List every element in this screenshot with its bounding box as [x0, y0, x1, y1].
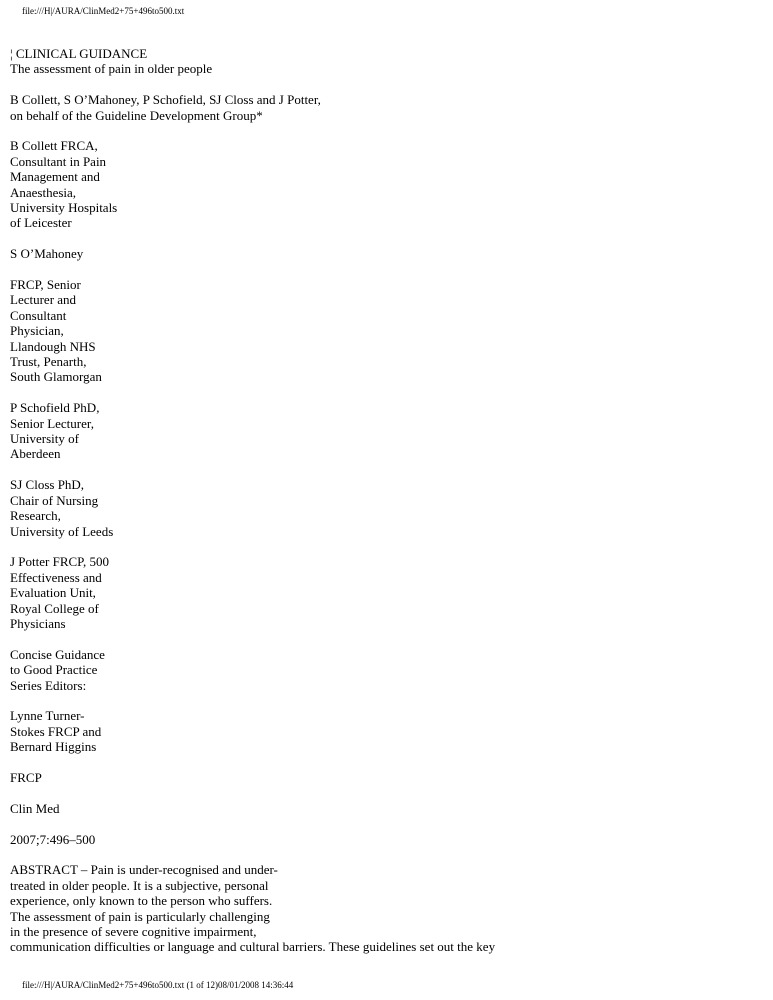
text-line: University of Leeds [10, 523, 114, 539]
text-line: Stokes FRCP and [10, 723, 102, 739]
affiliation-schofield [10, 400, 760, 462]
text-line: communication difficulties or language and cultural barriers. These guidelines set out the key [10, 939, 496, 955]
series-editors-names [10, 708, 760, 754]
document-body [10, 46, 760, 970]
affiliation-omahoney [10, 277, 760, 385]
text-line: on behalf of the Guideline Development Group* [10, 107, 263, 123]
text-line: 2007;7:496–500 [10, 831, 96, 847]
text-line: Chair of Nursing [10, 492, 99, 508]
text-line: Lecturer and [10, 292, 77, 308]
text-line: FRCP, Senior [10, 277, 81, 293]
text-line: ABSTRACT – Pain is under-recognised and under- [10, 862, 278, 878]
text-line: to Good Practice [10, 662, 98, 678]
citation [10, 832, 760, 847]
text-line: The assessment of pain in older people [10, 61, 213, 77]
text-line: Royal College of [10, 600, 99, 616]
text-line: Aberdeen [10, 446, 61, 462]
text-line: Llandough NHS [10, 338, 96, 354]
text-line: B Collett, S O’Mahoney, P Schofield, SJ Closs and J Potter, [10, 92, 321, 108]
page-footer: file:///H|/AURA/ClinMed2+75+496to500.txt (1 of 12)08/01/2008 14:36:44 [22, 980, 294, 990]
text-line: experience, only known to the person who suffers. [10, 893, 273, 909]
series-editors-label [10, 647, 760, 693]
text-line: Trust, Penarth, [10, 354, 87, 370]
journal-name [10, 801, 760, 816]
text-line: Clin Med [10, 800, 60, 816]
text-line: Evaluation Unit, [10, 585, 96, 601]
text-line: FRCP [10, 769, 42, 785]
title-block [10, 46, 760, 77]
text-line: Physician, [10, 323, 64, 339]
affiliation-potter [10, 554, 760, 631]
text-line: Bernard Higgins [10, 739, 97, 755]
abstract [10, 862, 760, 954]
text-line: Anaesthesia, [10, 184, 77, 200]
text-line: J Potter FRCP, 500 [10, 554, 109, 570]
text-line: The assessment of pain is particularly challenging [10, 908, 270, 924]
text-line: Effectiveness and [10, 569, 102, 585]
text-line: Research, [10, 508, 61, 524]
text-line: Physicians [10, 615, 66, 631]
text-line: Senior Lecturer, [10, 415, 94, 431]
text-line: Management and [10, 169, 100, 185]
text-line: P Schofield PhD, [10, 400, 100, 416]
affiliation-collett [10, 138, 760, 230]
text-line: Series Editors: [10, 677, 87, 693]
editor-credential [10, 770, 760, 785]
authors-block [10, 92, 760, 123]
text-line: B Collett FRCA, [10, 138, 98, 154]
text-line: S O’Mahoney [10, 246, 84, 262]
text-line: Consultant in Pain [10, 153, 107, 169]
name-omahoney [10, 246, 760, 261]
text-line: Lynne Turner- [10, 708, 85, 724]
text-line: ¦ CLINICAL GUIDANCE [10, 46, 148, 61]
text-line: SJ Closs PhD, [10, 477, 85, 493]
text-line: in the presence of severe cognitive impairment, [10, 923, 257, 939]
text-line: South Glamorgan [10, 369, 102, 385]
affiliation-closs [10, 477, 760, 539]
text-line: University Hospitals [10, 200, 118, 216]
page-header-url: file:///H|/AURA/ClinMed2+75+496to500.txt [22, 6, 185, 16]
text-line: Consultant [10, 307, 67, 323]
text-line: Concise Guidance [10, 646, 105, 662]
text-line: treated in older people. It is a subjective, personal [10, 877, 269, 893]
text-line: of Leicester [10, 215, 72, 231]
text-line: University of [10, 431, 79, 447]
